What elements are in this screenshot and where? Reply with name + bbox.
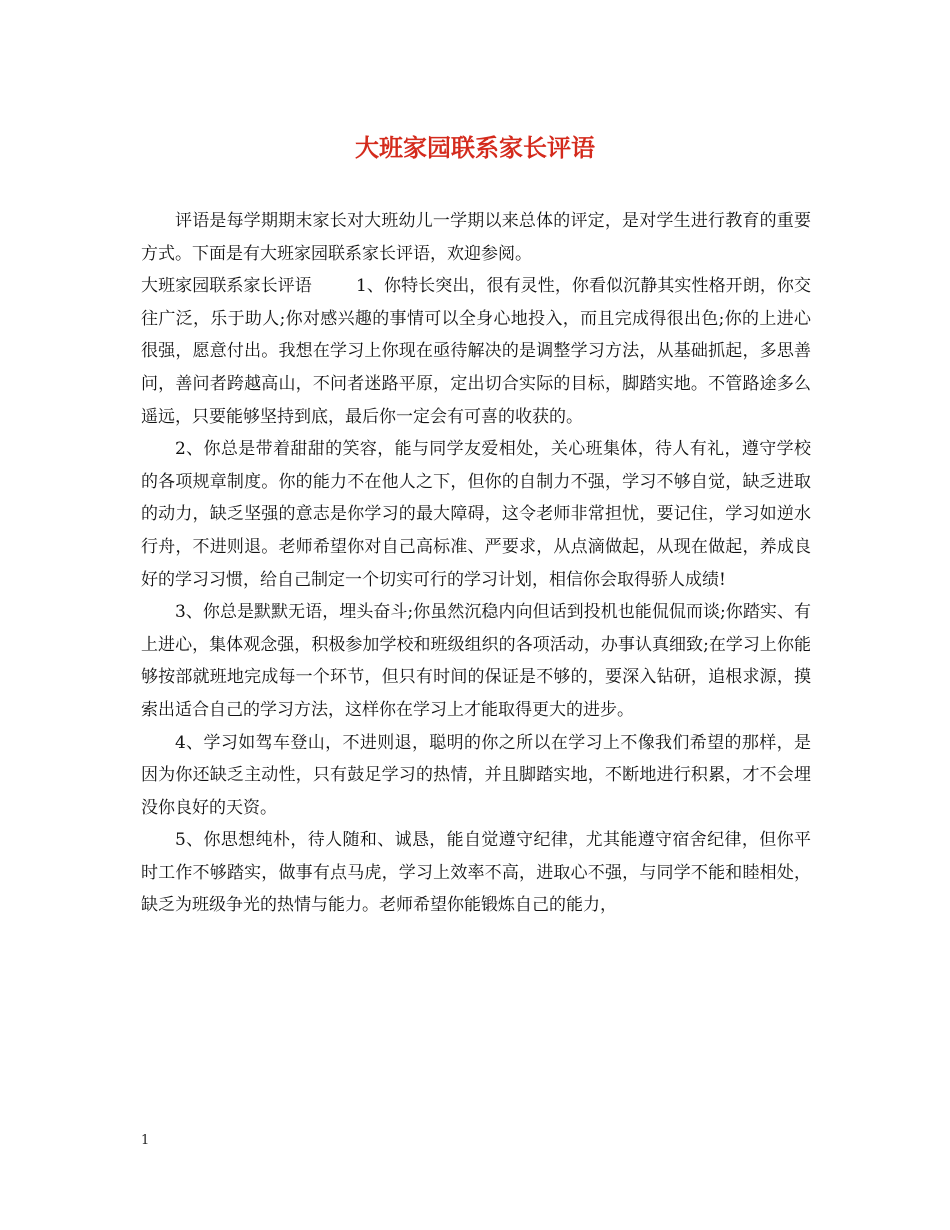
- section-label: 大班家园联系家长评语: [141, 276, 312, 297]
- comment-text-1: 1、你特长突出，很有灵性，你看似沉静其实性格开朗，你交往广泛，乐于助人;你对感兴趣的事情可以全身心地投入，而且完成得很出色;你的上进心很强，愿意付出。我想在学习上你现在亟待解决的是调整学习方法，从基础抓起，多思善问，善问者跨越高山，不问者迷路平原，定出切合实际的目标，脚踏实地。不管路途多么遥远，只要能够坚持到底，最后你一定会有可喜的收获的。: [141, 276, 812, 427]
- document-title: 大班家园联系家长评语: [355, 133, 595, 162]
- comment-paragraph-2: 2、你总是带着甜甜的笑容，能与同学友爱相处，关心班集体，待人有礼，遵守学校的各项规章制度。你的能力不在他人之下，但你的自制力不强，学习不够自觉，缺乏进取的动力，缺乏坚强的意志是你学习的最大障碍，这令老师非常担忧，要记住，学习如逆水行舟，不进则退。老师希望你对自己高标准、严要求，从点滴做起，从现在做起，养成良好的学习习惯，给自己制定一个切实可行的学习计划，相信你会取得骄人成绩!: [141, 439, 811, 590]
- comment-paragraph-1: [141, 270, 811, 433]
- page-number: 1: [141, 1133, 150, 1148]
- comment-paragraph-5: 5、你思想纯朴，待人随和、诚恳，能自觉遵守纪律，尤其能遵守宿舍纪律，但你平时工作不够踏实，做事有点马虎，学习上效率不高，进取心不强，与同学不能和睦相处，缺乏为班级争光的热情与能力。老师希望你能锻炼自己的能力，: [141, 830, 811, 916]
- comment-paragraph-3: 3、你总是默默无语，埋头奋斗;你虽然沉稳内向但话到投机也能侃侃而谈;你踏实、有上进心，集体观念强，积极参加学校和班级组织的各项活动，办事认真细致;在学习上你能够按部就班地完成每一个环节，但只有时间的保证是不够的，要深入钻研，追根求源，摸索出适合自己的学习方法，这样你在学习上才能取得更大的进步。: [141, 602, 811, 720]
- document-body: [141, 205, 811, 922]
- intro-paragraph: 评语是每学期期末家长对大班幼儿一学期以来总体的评定，是对学生进行教育的重要方式。下面是有大班家园联系家长评语，欢迎参阅。: [141, 211, 811, 264]
- comment-paragraph-4: 4、学习如驾车登山，不进则退，聪明的你之所以在学习上不像我们希望的那样，是因为你还缺乏主动性，只有鼓足学习的热情，并且脚踏实地，不断地进行积累，才不会埋没你良好的天资。: [141, 732, 811, 818]
